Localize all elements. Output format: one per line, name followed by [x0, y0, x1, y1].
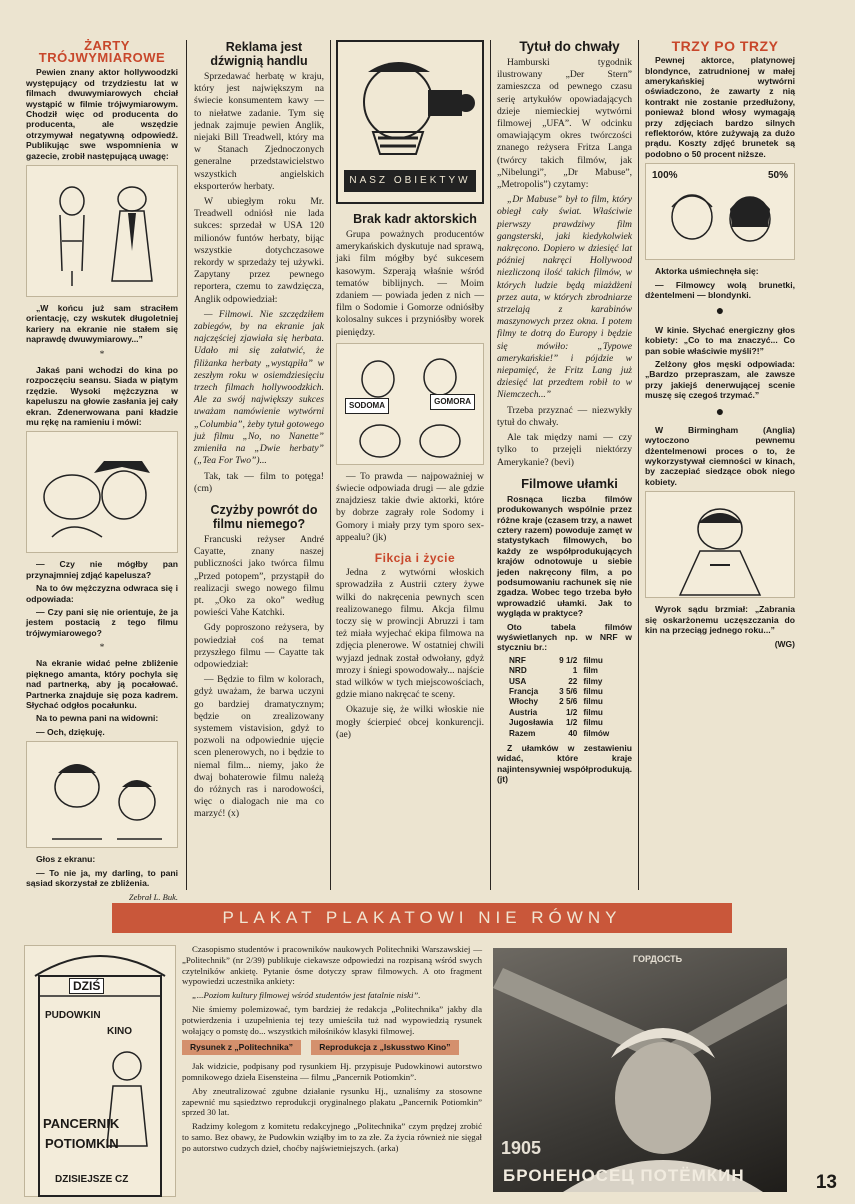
column-rule — [330, 40, 331, 890]
cartoon-drawing-icon — [32, 747, 172, 842]
article-text: Jak widzicie, podpisany pod rysunkiem Hj. przypisuje Pudowkinowi autorstwo pomnikowego dzieła Eisensteina — filmu „Pancernik Potiomkin”. — [182, 1061, 482, 1082]
table-row — [509, 687, 615, 697]
article-text: Jakaś pani wchodzi do kina po rozpoczęciu seansu. Siada w piątym rzędzie. Wysoki mężczyzna w kapeluszu na głowie zasłania jej cały ekran. Zdenerwowana pani kładzie mu rękę na ramieniu i mówi: — [26, 364, 178, 427]
label-50: 50% — [767, 170, 788, 182]
table-cell: filmu — [583, 687, 603, 697]
table-row — [509, 729, 615, 739]
article-text: Aktorka uśmiechnęła się: — [655, 266, 759, 277]
article-text: Pewnej aktorce, platynowej blondynce, zatrudnionej w małej amerykańskiej wytwórni oświadczono, że zawarty z nią kontrakt nie zostanie przedłużony, ponieważ blond włosy wymagają przy zdjęciach bardzo silnych reflektorów, które zużywają za dużo prądu. Koszty zdjęć brunetek są podobno o 50 procent niższe. — [645, 55, 795, 159]
section-title-zarty: ŻARTY TRÓJWYMIAROWE — [38, 38, 166, 66]
sign-sodoma: SODOMA — [345, 398, 389, 414]
table-cell: Francja — [509, 687, 539, 697]
article-text: Francuski reżyser André Cayatte, znany naszej publiczności jako twórca filmu „Przed potopem”, przystąpił do realizacji swego nowego filmu pt. „Oko za oko” według powieści Vahe Katchki. — [194, 533, 324, 619]
article-text: — Będzie to film w kolorach, gdyż uważam, że barwa uczyni go bardziej dramatycznym; będzie on zrealizowany systemem vistavision, gdyż to pozwoli na odpowiednie ujęcie scen plenerowych, no i będzie to niemal film... niemy, jako że dwaj bohaterowie filmu należą do różnych ras i narodowości, więc o dialogach nie ma co marzyć! (x) — [194, 674, 324, 820]
article-text: Wyrok sądu brzmiał: „Zabrania się oskarżonemu uczęszczania do kin na przeciąg jednego roku...” — [645, 604, 795, 635]
table-cell: filmu — [583, 655, 603, 665]
table-cell: Razem — [509, 728, 536, 738]
column-rule — [490, 40, 491, 890]
article-text: „...Poziom kultury filmowej wśród studentów jest fatalnie niski”. — [192, 990, 421, 1001]
section-title-ulamki: Filmowe ułamki — [521, 475, 618, 491]
article-text: — To nie ja, my darling, to pani sąsiad skorzystał ze zbliżenia. — [26, 867, 178, 889]
kiosk-drawing — [24, 945, 176, 1197]
caption-tags — [182, 1040, 482, 1055]
poster-year: 1905 — [501, 1138, 542, 1158]
author-signature: (WG) — [774, 639, 795, 650]
article-text: Radzimy kolegom z komitetu redakcyjnego „Politechnika” czym prędzej zrobić to samo. Bez obawy, że Pudowkin wziąłby im to za złe. Za życia również nie sięgał po autorstwo cudzych dzieł, choćby najświetniejszych. (arka) — [182, 1121, 482, 1153]
cartoon-drawing-icon — [32, 437, 172, 547]
table-cell: 1/2 — [565, 718, 578, 728]
caption-tag-reprodukcja: Reprodukcja z „Iskusstwo Kino” — [311, 1040, 458, 1055]
banner-plakat: PLAKAT PLAKATOWI NIE RÓWNY — [112, 903, 732, 933]
table-row — [509, 677, 615, 687]
page-number: 13 — [815, 1172, 837, 1193]
column-tytul — [497, 40, 632, 895]
article-text: Na to pewna pani na widowni: — [36, 713, 159, 724]
table-cell: Austria — [509, 707, 538, 717]
article-text: W kinie. Słychać energiczny głos kobiety: „Co to ma znaczyć... Co pan sobie właściwie myśli?!” — [645, 324, 795, 356]
section-title-kadry: Brak kadr aktorskich — [353, 212, 477, 226]
article-text: — Czy pani się nie orientuje, że ja jestem postacią z tego filmu trójwymiarowego? — [26, 606, 178, 638]
section-title-niemy: Czyżby powrót do filmu niemego? — [210, 502, 318, 531]
kiosk-text: PANCERNIK — [43, 1116, 120, 1131]
table-row — [509, 708, 615, 718]
table-cell: film — [583, 666, 598, 676]
table-cell: 22 — [568, 676, 578, 686]
article-text: „W końcu już sam straciłem orientację, czy wskutek długoletniej kariery na ekranie nie stałem się naprawdę dwuwymiarowy...” — [26, 303, 178, 345]
nasz-obiektyw-logo — [336, 40, 484, 204]
article-text: Grupa poważnych producentów amerykańskich dyskutuje nad sprawą, jaki film mógłby być sukcesem kasowym. Szperają właśnie wśród tematów biblijnych. — Moim zdaniem — powiada jeden z nich — film o Sodomie i Gomorze odniósłby kolosalny sukces i przyniósłby worek pieniędzy. — [336, 229, 484, 338]
table-cell: filmów — [583, 728, 610, 738]
table-cell: 9 1/2 — [559, 655, 578, 665]
cartoon-drawing-icon — [650, 495, 790, 595]
article-text: Gdy poproszono reżysera, by powiedział coś na temat przyszłego filmu — Cayatte tak odpowiedział: — [194, 622, 324, 670]
article-text: W ubiegłym roku Mr. Treadwell odniósł nie lada sukces: sprzedał w USA 120 milionów funtów herbaty, bijąc wszystkie dotychczasowe rekordy w sprzedaży tej używki. Zapytany przez pewnego reportera, czemu to zawdzięcza, Anglik odpowiedział: — [194, 196, 324, 305]
separator-dot: ● — [715, 404, 725, 420]
article-text: Trzeba przyznać — niezwykły tytuł do chwały. — [497, 404, 632, 428]
article-text: „Dr Mabuse” był to film, który obiegł cały świat. Właściwie pierwszy prawdziwy film gangsterski, jaki kiedykolwiek nakręcono. Dopiero w dziesięć lat później nakręci Hollywood niezliczoną ilość takich filmów, w których ludzie będą miażdżeni przez auta, w których zbrodniarze strzelają z karabinów maszynowych przez okna. I potem filmy te dotrą do Europy i będzie się mówiło: „Typowe amerykańskie!” i pójdzie w niepamięć, że Fritz Lang już dziesięć lat przedtem robił to w Niemczech...” — [497, 194, 632, 401]
article-text: Z ułamków w zestawieniu widać, które kraje najintensywniej współprodukują. (jt) — [497, 743, 632, 785]
article-text: — Filmowi. Nie szczędziłem zabiegów, by na ekranie jak najczęściej zjawiała się herbata. Udało mi się załatwić, że filiżanka herbaty „wystąpiła” w zeszłym roku w osiemdziesięciu trzech filmach hollywoodzkich. Ale za swój największy sukces uważam namówienie wytwórni „Columbia”, żeby tytuł gotowego już filmu „No, no Nanette” zmieniła na „Dwie herbaty” („Tea For Two”)... — [194, 308, 324, 467]
article-text: Nie śmiemy polemizować, tym bardziej że redakcja „Politechnika” jakby dla potwierdzenia i uzupełnienia tej tezy umieściła tuż nad wypowiedzią rysunek wołający o pomstę do... wszystkich miłośników klasyki filmowej. — [182, 1003, 482, 1036]
separator-dot: ● — [715, 304, 725, 320]
column-rule — [186, 40, 187, 890]
article-text: Pewien znany aktor hollywoodzki występujący od trzydziestu lat w filmach dwuwymiarowych chciał wystąpić w filmie trójwymiarowym. Chodził więc od producenta do producenta, ale wszędzie otrzymywał negatywną odpowiedź. Publikując swe wspomnienia w gazecie, zrobił następującą uwagę: — [26, 67, 178, 161]
table-cell: filmu — [583, 718, 603, 728]
article-plakat — [182, 944, 482, 1194]
separator-star: * — [99, 348, 105, 360]
table-cell: filmu — [583, 707, 603, 717]
article-text: Rosnąca liczba filmów produkowanych wspólnie przez różne kraje (czasem trzy, a nawet cztery razem) powoduje zamęt w statystykach filmowych, bo każdy ze współprodukujących krajów odnotowuje u siebie jeden nakręcony film, a po podsumowaniu rachunek się nie zgadza. Wobec tego trzeba było wprowadzić ułamki. Jak to wygląda w praktyce? — [497, 493, 633, 619]
article-text: Ale tak między nami — czy tylko to przejęli niektórzy Amerykanie? (bevi) — [497, 432, 632, 468]
article-text: — Czy nie mógłby pan przynajmniej zdjąć kapelusza? — [26, 559, 178, 580]
kiosk-text: DZISIEJSZE CZ — [55, 1174, 129, 1185]
kiosk-text: POTIOMKIN — [45, 1136, 119, 1151]
table-cell: NRD — [509, 666, 527, 676]
article-text: Głos z ekranu: — [36, 854, 96, 865]
column-reklama — [194, 40, 324, 895]
column-kadry — [336, 40, 484, 895]
column-zarty — [26, 38, 178, 903]
table-row — [509, 718, 615, 728]
table-cell: filmu — [583, 697, 603, 707]
poster-title: БРОНЕНОСЕЦ ПОТЁМКИН — [503, 1166, 745, 1185]
cartoon-sodoma-gomora — [336, 343, 484, 465]
column-rule — [638, 40, 639, 890]
sign-gomora: GOMORA — [430, 394, 475, 410]
article-text: Zelżony głos męski odpowiada: „Bardzo przepraszam, ale zawsze przy jakiejś denerwującej scenie muszę się czegoś trzymać.” — [645, 358, 795, 401]
table-cell: NRF — [509, 655, 526, 665]
table-cell: Jugosławia — [509, 718, 554, 728]
section-title-tytul: Tytuł do chwały — [519, 39, 620, 54]
kiosk-text: DZIŚ — [69, 978, 104, 994]
kiosk-text: PUDOWKIN — [45, 1010, 101, 1021]
article-text: — Filmowcy wolą brunetki, dżentelmeni — blondynki. — [645, 279, 795, 301]
cartoon-flat-actor — [26, 165, 178, 297]
table-cell: Włochy — [509, 697, 539, 707]
table-cell: 1/2 — [565, 707, 578, 717]
article-text: Aby zneutralizować zgubne działanie rysunku Hj., uznaliśmy za stosowne zapewnić mu sąsiedztwo reprodukcji oryginalnego plakatu „Pancernik Potiomkin” sprzed 30 lat. — [182, 1085, 482, 1118]
section-title-reklama: Reklama jest dźwignią handlu — [210, 40, 308, 68]
section-title-trzy: TRZY PO TRZY — [671, 38, 779, 54]
article-text: Hamburski tygodnik ilustrowany „Der Stern” zamieszcza od pewnego czasu serię artykułów opowiadających dzieje niemieckiej wytwórni filmowej „UFA”. W odcinku omawiającym okres twórczości znanego reżysera Fritza Langa (twórcy takich filmów, jak „Nibelungi”, „Dr Mabuse”, „Metropolis”) czytamy: — [497, 57, 632, 191]
table-cell: USA — [509, 676, 527, 686]
table-row — [509, 666, 615, 676]
potemkin-poster-photo — [493, 948, 787, 1192]
article-text: Sprzedawać herbatę w kraju, który jest największym na świecie konsumentem kawy — to niełatwe zadanie. Tym się jednak zajmuje pewien Anglik, niejaki Bill Treadwell, który ma w Stanach Zjednoczonych generalne przedstawicielstwo wszystkich angielskich eksporterów herbaty. — [194, 71, 324, 192]
table-cell: 2 5/6 — [559, 697, 578, 707]
article-text: Oto tabela filmów wyświetlanych np. w NRF w styczniu br.: — [497, 621, 632, 653]
table-cell: 3 5/6 — [559, 687, 578, 697]
cartoon-3d-hat — [26, 431, 178, 553]
logo-label: NASZ OBIEKTYW — [344, 170, 476, 192]
article-text: Czasopismo studentów i pracowników naukowych Politechniki Warszawskiej — „Politechnik” (nr 2/39) publikuje ciekawsze odpowiedzi na rozpisaną wśród swych czytelników ankietę. Pytanie ósme dotyczy spraw filmowych. A oto fragment wypowiedzi uczestnika ankiety: — [182, 944, 482, 987]
table-cell: 40 — [568, 728, 578, 738]
article-text: — Och, dziękuję. — [36, 726, 105, 737]
article-text: Okazuje się, że wilki włoskie nie mogły ścierpieć obcej konkurencji. (ae) — [336, 704, 484, 740]
article-text: — To prawda — najpoważniej w świecie odpowiada drugi — ale gdzie znajdziesz takie dwie aktorki, które by dobrze zagrały role Sodomy i Gomory i miały przy tym sporo sex-appealu? (jk) — [336, 470, 484, 543]
films-table — [509, 656, 615, 739]
cartoon-judge — [645, 491, 795, 598]
author-signature: Zebrał L. Buk. — [128, 892, 178, 903]
cartoon-kiss — [26, 741, 178, 848]
camera-man-icon — [338, 42, 482, 162]
article-text: Jedna z wytwórni włoskich sprowadziła z Austrii cztery żywe wilki do nakręcenia pewnych scen realizowanego filmu. Akcja filmu toczy się w prowincji Abruzzi i tam też miała wyjechać ekipa filmowa na zdjęcia plenerowe. W ostatniej chwili wyjazd jednak został odwołany, gdyż mrozy i śniegi spowodowały... najście stad wilków w tych miejscowościach, gdzie miano nakręcać te sceny. — [336, 567, 484, 701]
article-text: W Birmingham (Anglia) wytoczono pewnemu dżentelmenowi proces o to, że wykorzystywał ciemności w kinach, by zaczepiać siedzące obok niego kobiety. — [645, 424, 795, 487]
label-100: 100% — [652, 170, 678, 182]
article-text: Na to ów mężczyzna odwraca się i odpowiada: — [26, 583, 178, 604]
cartoon-drawing-icon — [32, 171, 172, 291]
separator-star: * — [99, 642, 105, 654]
cartoon-brunette-blonde — [645, 163, 795, 260]
article-text: Tak, tak — film to potęga! (cm) — [194, 470, 324, 494]
kiosk-text: KINO — [107, 1026, 132, 1037]
poster-top-text: ГОРДОСТЬ — [633, 954, 683, 964]
table-cell: filmy — [583, 676, 603, 686]
table-row — [509, 697, 615, 707]
caption-tag-rysunek: Rysunek z „Politechnika” — [182, 1040, 301, 1055]
column-trzy — [645, 40, 795, 895]
article-text: Na ekranie widać pełne zbliżenie pięknego amanta, który pochyla się nad partnerką, aby ją pocałować. Partnerka znajduje się poza kadrem. Słychać odgłos pocałunku. — [26, 658, 178, 710]
section-title-fikcja: Fikcja i życie — [374, 551, 456, 566]
table-cell: 1 — [572, 666, 578, 676]
table-row — [509, 656, 615, 666]
